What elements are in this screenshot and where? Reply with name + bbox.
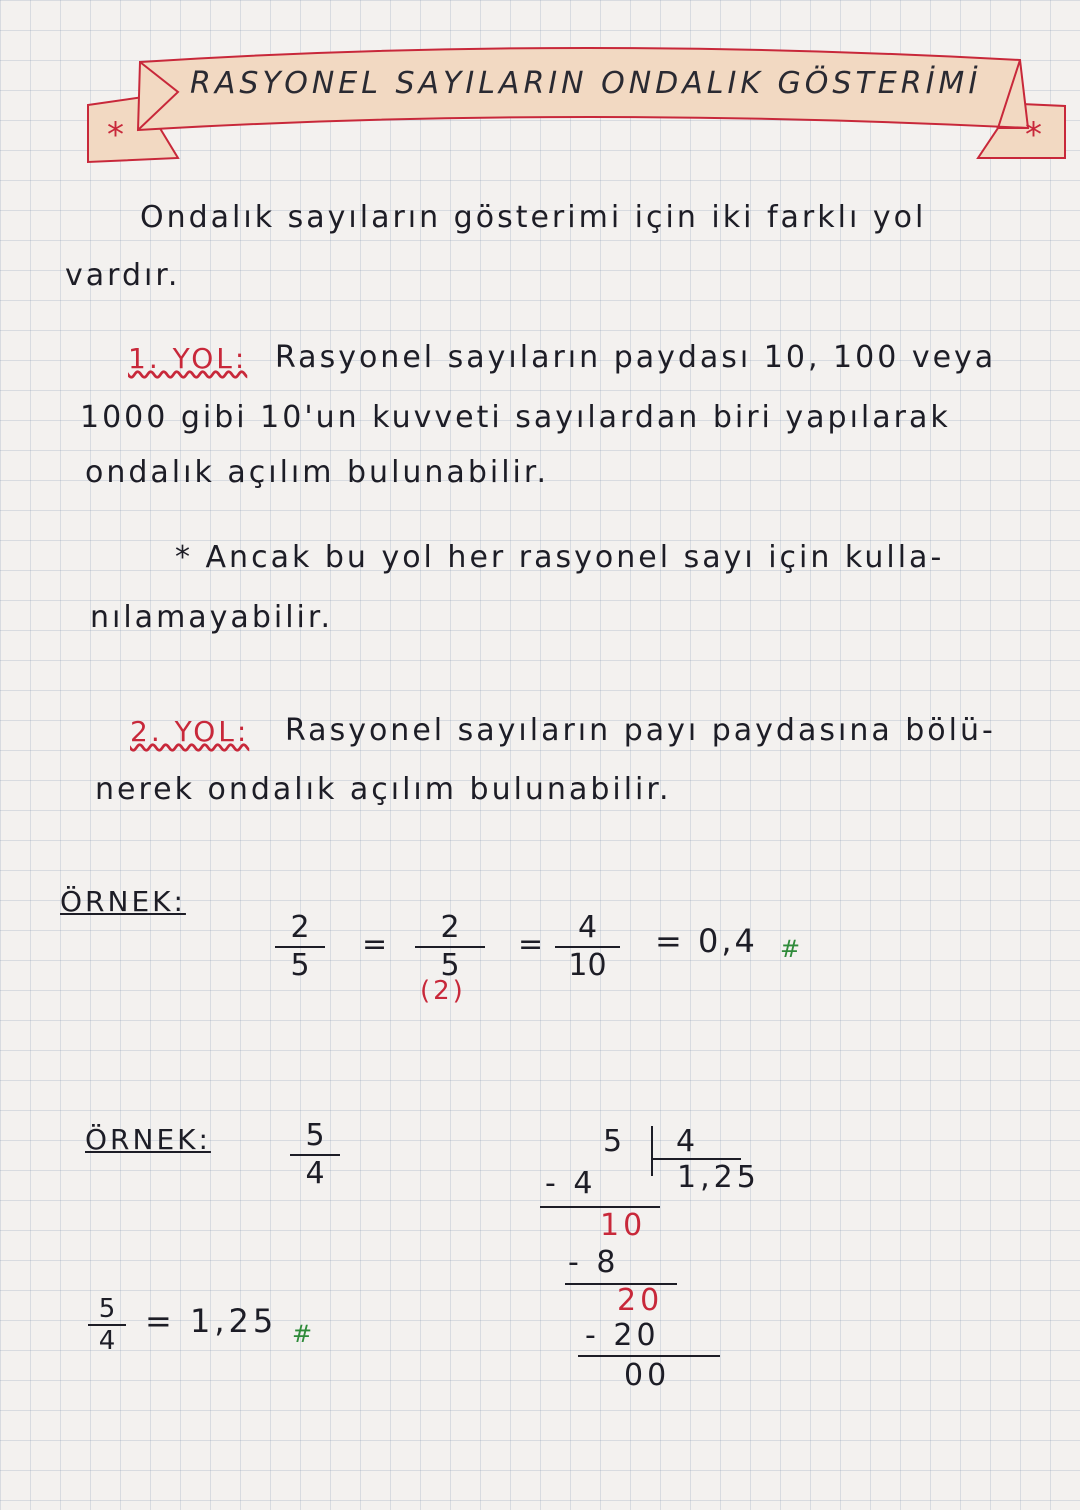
- method1-note-line-2: nılamayabilir.: [90, 600, 333, 635]
- example1-fraction-b: [415, 912, 485, 982]
- example2-result-fraction: [88, 1296, 126, 1354]
- example1-result: = 0,4: [655, 922, 758, 960]
- ribbon-left-star-icon: *: [107, 115, 124, 155]
- example1-fraction-a: [275, 912, 325, 982]
- result-check-mark: #: [780, 935, 801, 963]
- example2-result: = 1,25: [145, 1302, 278, 1340]
- division-step2-subtract: - 8: [568, 1245, 620, 1280]
- division-quotient: 1,25: [677, 1160, 760, 1195]
- method2-line-1: Rasyonel sayıların payı paydasına bölü-: [285, 713, 996, 748]
- method1-line-1: Rasyonel sayıların paydası 10, 100 veya: [275, 340, 997, 375]
- fraction-numerator: 4: [577, 910, 598, 945]
- example2-label: ÖRNEK:: [85, 1123, 211, 1156]
- division-step3-line: [578, 1355, 720, 1357]
- division-step3-remainder: 00: [624, 1358, 671, 1393]
- division-divisor: 4: [676, 1124, 700, 1159]
- fraction-denominator: 5: [440, 948, 460, 983]
- division-step1-subtract: - 4: [545, 1166, 597, 1201]
- fraction-numerator: 5: [305, 1118, 325, 1153]
- division-step2-remainder: 20: [617, 1283, 664, 1318]
- method1-line-2: 1000 gibi 10'un kuvveti sayılardan biri yapılarak: [80, 400, 951, 435]
- fraction-denominator: 5: [290, 948, 310, 983]
- fraction-denominator: 4: [305, 1156, 325, 1191]
- fraction-denominator: 4: [98, 1326, 116, 1356]
- method1-label: 1. YOL:: [128, 342, 248, 375]
- method1-line-3: ondalık açılım bulunabilir.: [85, 455, 549, 490]
- fraction-numerator: 2: [440, 910, 460, 945]
- division-step3-subtract: - 20: [585, 1318, 660, 1353]
- intro-line-2: vardır.: [65, 258, 181, 293]
- example1-fraction-c: [555, 912, 620, 982]
- ribbon-right-star-icon: *: [1025, 115, 1042, 155]
- result-check-mark: #: [292, 1320, 313, 1348]
- equals-sign: =: [362, 927, 388, 962]
- method2-line-2: nerek ondalık açılım bulunabilir.: [95, 772, 672, 807]
- division-dividend: 5: [603, 1124, 627, 1159]
- fraction-denominator: 10: [568, 948, 607, 983]
- equals-sign: =: [518, 927, 544, 962]
- expansion-multiplier: (2): [420, 976, 466, 1006]
- method2-label: 2. YOL:: [130, 715, 250, 748]
- example2-fraction: [290, 1120, 340, 1190]
- division-step1-remainder: 10: [600, 1208, 647, 1243]
- fraction-numerator: 2: [290, 910, 310, 945]
- page-title: RASYONEL SAYILARIN ONDALIK GÖSTERİMİ: [190, 66, 982, 101]
- fraction-numerator: 5: [98, 1294, 116, 1324]
- method1-note-line-1: * Ancak bu yol her rasyonel sayı için kulla-: [175, 540, 945, 575]
- example1-label: ÖRNEK:: [60, 885, 186, 918]
- division-bracket-vertical: [651, 1126, 653, 1176]
- intro-line-1: Ondalık sayıların gösterimi için iki farklı yol: [140, 200, 927, 235]
